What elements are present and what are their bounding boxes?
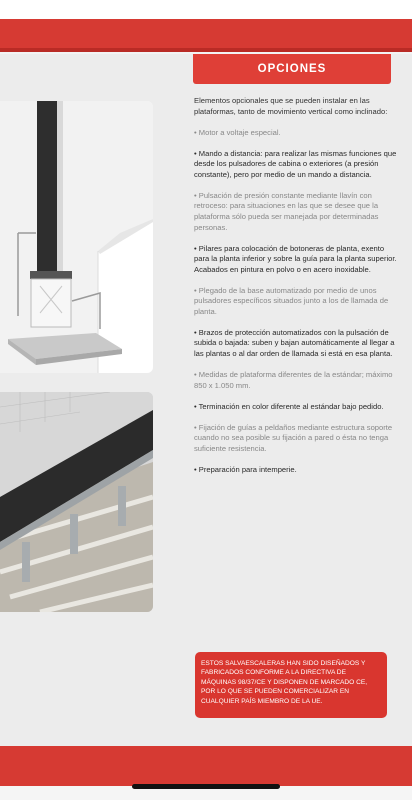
list-item: • Plegado de la base automatizado por medio de unos pulsadores específicos situados junto a los de llamada de planta. [194,285,389,316]
list-item: • Preparación para intemperie. [194,464,297,474]
list-item: • Terminación en color diferente al estándar bajo pedido. [194,401,384,411]
list-item: • Motor a voltaje especial. [194,127,281,137]
notice-text: ESTOS SALVAESCALERAS HAN SIDO DISEÑADOS Y FABRICADOS CONFORME A LA DIRECTIVA DE MÁQUINAS 98/37/CE Y DISPONEN DE MARCADO CE, POR LO QUE SE PUEDEN COMERCIALIZAR EN CUALQUIER PAÍS MIEMBRO DE LA UE. [201,660,368,705]
ce-compliance-notice [195,652,387,718]
intro-paragraph: Elementos opcionales que se pueden instalar en las plataformas, tanto de movimiento vertical como inclinado: [194,96,388,116]
bottom-red-band [0,746,412,800]
list-item: • Pilares para colocación de botoneras de planta, exento para la planta inferior y sobre la guía para la planta superior. Acabados en pintura en polvo o en acero inoxidable. [194,243,397,274]
vertical-platform-lift-photo [0,101,153,373]
home-indicator[interactable] [132,784,280,789]
section-title: OPCIONES [257,63,327,75]
options-text [194,96,399,486]
list-item: • Pulsación de presión constante mediante llavín con retroceso: para situaciones en las que se desee que la plataforma sólo pueda ser manejada por determinadas personas. [194,190,379,232]
section-header [193,54,391,84]
list-item: • Medidas de plataforma diferentes de la estándar; máximo 850 x 1.050 mm. [194,370,393,390]
list-item: • Brazos de protección automatizados con la pulsación de subida o bajada: suben y bajan automáticamente al llegar a las plantas o al dar orden de llamada si está en esa planta. [194,327,395,359]
list-item: • Mando a distancia: para realizar las mismas funciones que desde los pulsadores de cabina o exteriores (a presión constante), pero por medio de un mando a distancia. [194,148,397,179]
list-item: • Fijación de guías a peldaños mediante estructura soporte cuando no sea posible su fijación a pared o ésta no tenga suficiente resistencia. [194,422,393,453]
stair-lift-rail-photo [0,392,153,612]
top-red-band [0,0,412,54]
